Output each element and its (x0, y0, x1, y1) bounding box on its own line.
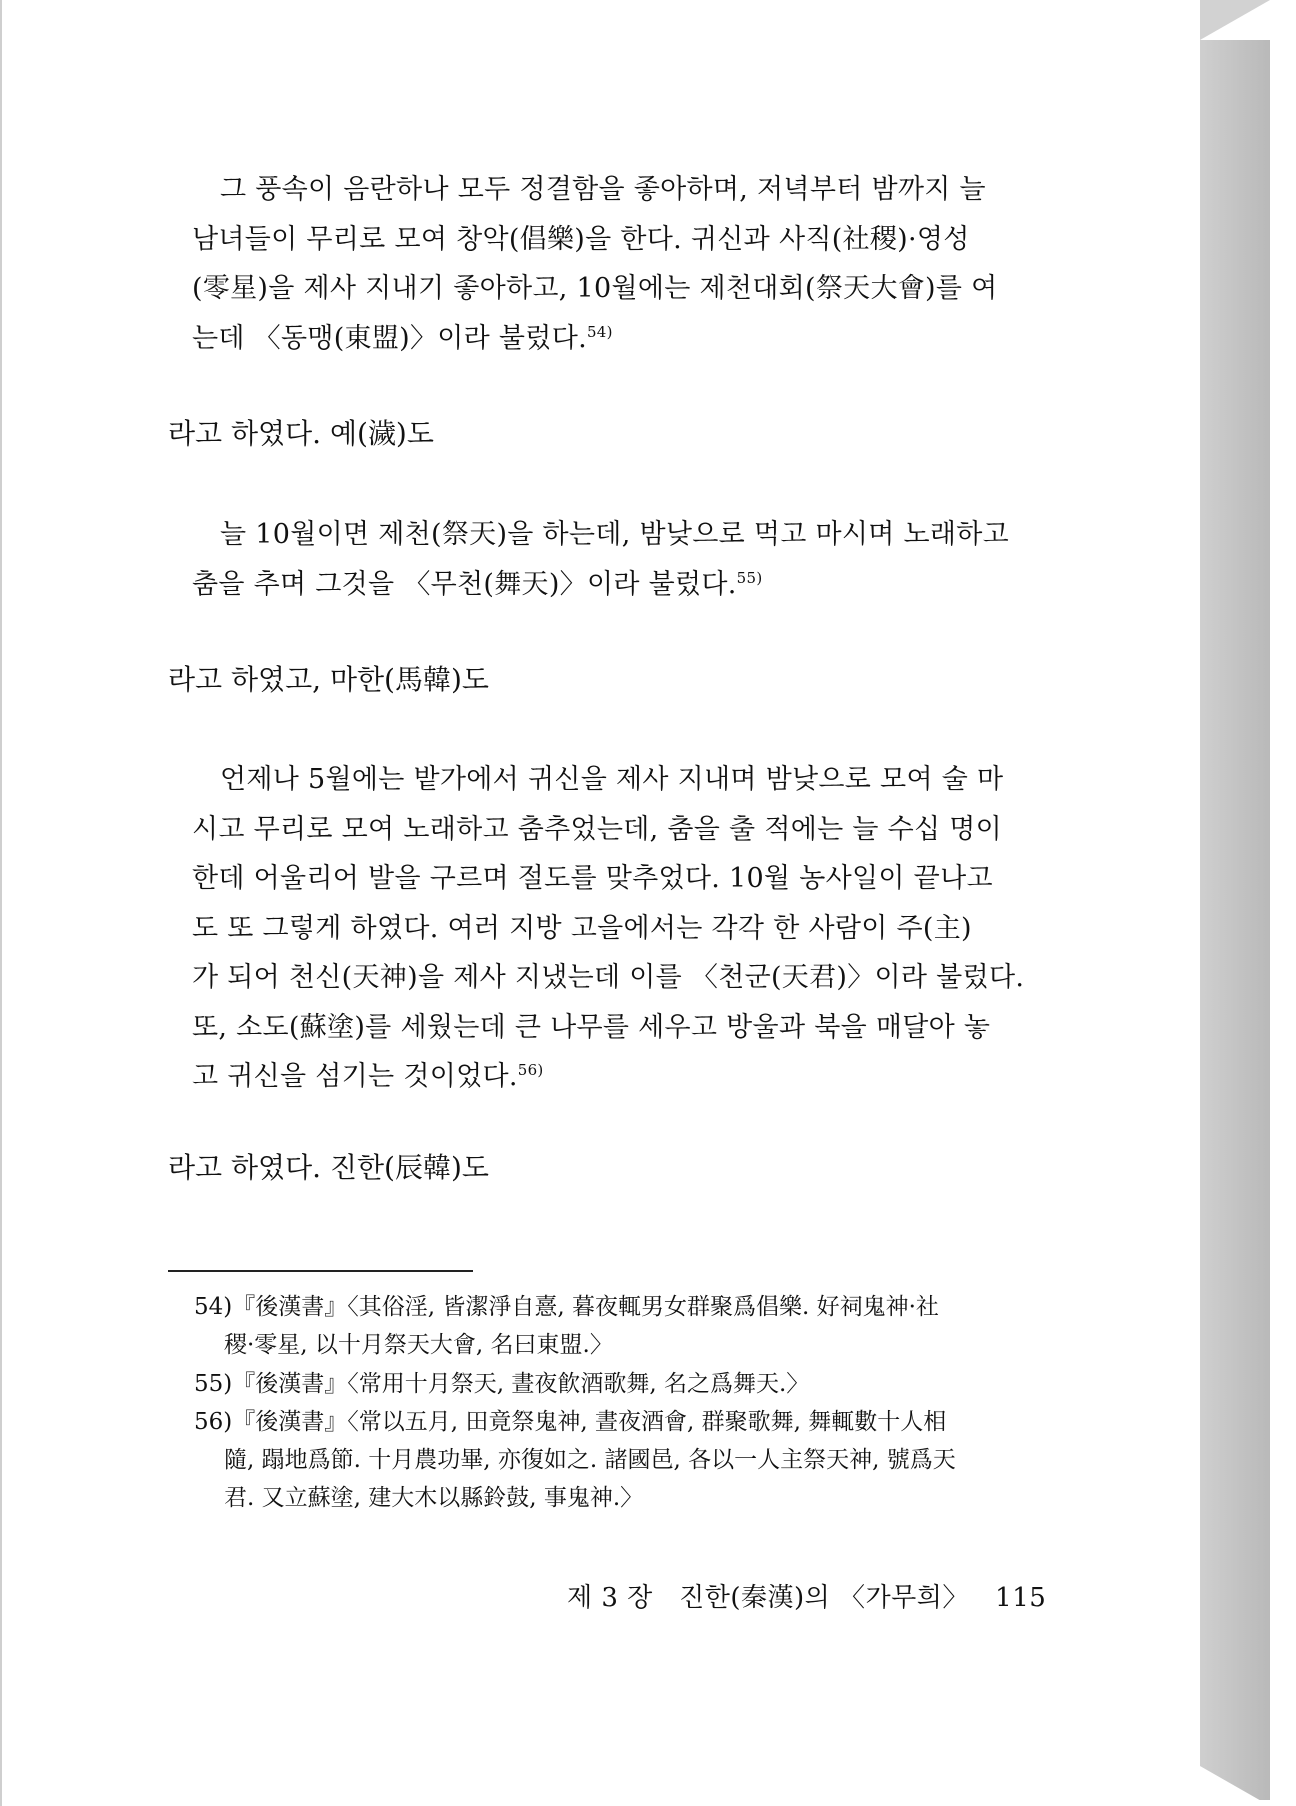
page-number: 115 (995, 1583, 1047, 1613)
quote-mahan (192, 755, 1025, 1102)
page-edge-bottom (1200, 1766, 1270, 1806)
footnote-54 (194, 1288, 1024, 1364)
quote-line: 늘 10월이면 제천(祭天)을 하는데, 밤낮으로 먹고 마시며 노래하고 (220, 519, 1010, 550)
chapter-title: 진한(秦漢)의 〈가무희〉 (679, 1583, 969, 1613)
footnote-text: 隨, 蹋地爲節. 十月農功畢, 亦復如之. 諸國邑, 各以一人主祭天神, 號爲天 (224, 1447, 956, 1473)
quote-line: 시고 무리로 모여 노래하고 춤추었는데, 춤을 출 적에는 늘 수십 명이 (192, 813, 1003, 845)
quote-dongmaeng (192, 165, 1022, 363)
chapter-label: 제 3 장 (567, 1583, 653, 1613)
footnote-ref: 55) (736, 568, 763, 587)
quote-line: 고 귀신을 섬기는 것이었다.$^{56)}$ (192, 1061, 544, 1092)
narrative-line: 라고 하였다. 예(濊)도 (168, 417, 434, 450)
footnote-text: 稷·零星, 以十月祭天大會, 名曰東盟.〉 (224, 1332, 613, 1358)
footnote-text: 56)『後漢書』〈常以五月, 田竟祭鬼神, 晝夜酒會, 群聚歌舞, 舞輒數十人相 (194, 1409, 947, 1435)
footnote-text: 君. 又立蘇塗, 建大木以縣鈴鼓, 事鬼神.〉 (224, 1485, 644, 1511)
footnote-ref: 54) (586, 322, 613, 341)
footnote-ref: 56) (517, 1061, 544, 1079)
footnote-divider (168, 1270, 473, 1272)
book-spine-edge (1200, 40, 1270, 1800)
quote-line: 가 되어 천신(天神)을 제사 지냈는데 이를 〈천군(天君)〉이라 불렀다. (192, 962, 1025, 993)
quote-mucheon (192, 510, 1022, 609)
narrative-line: 라고 하였다. 진한(辰韓)도 (168, 1151, 489, 1184)
running-footer (567, 1578, 1046, 1618)
page-edge-top (1200, 0, 1270, 40)
footnote-text: 55)『後漢書』〈常用十月祭天, 晝夜飮酒歌舞, 名之爲舞天.〉 (194, 1371, 810, 1397)
quote-line: 또, 소도(蘇塗)를 세웠는데 큰 나무를 세우고 방울과 북을 매달아 놓 (192, 1011, 991, 1043)
quote-line: (零星)을 제사 지내기 좋아하고, 10월에는 제천대회(祭天大會)를 여 (192, 273, 998, 304)
footnote-56 (194, 1403, 1024, 1517)
quote-line: 춤을 추며 그것을 〈무천(舞天)〉이라 불렀다.$^{55)}$ (192, 568, 763, 600)
quote-line: 도 또 그렇게 하였다. 여러 지방 고을에서는 각각 한 사람이 주(主) (192, 912, 972, 944)
quote-line: 그 풍속이 음란하나 모두 정결함을 좋아하며, 저녁부터 밤까지 늘 (220, 174, 986, 205)
quote-line: 한데 어울리어 발을 구르며 절도를 맞추었다. 10월 농사일이 끝나고 (192, 863, 993, 894)
narrative-line: 라고 하였고, 마한(馬韓)도 (168, 663, 489, 696)
quote-line: 남녀들이 무리로 모여 창악(倡樂)을 한다. 귀신과 사직(社稷)·영성 (192, 223, 970, 255)
footnote-55 (194, 1365, 1024, 1403)
quote-line: 언제나 5월에는 밭가에서 귀신을 제사 지내며 밤낮으로 모여 술 마 (220, 764, 1004, 795)
quote-line: 는데 〈동맹(東盟)〉이라 불렀다.$^{54)}$ (192, 322, 613, 354)
footnote-text: 54)『後漢書』〈其俗淫, 皆潔淨自憙, 暮夜輒男女群聚爲倡樂. 好祠鬼神·社 (194, 1294, 939, 1320)
